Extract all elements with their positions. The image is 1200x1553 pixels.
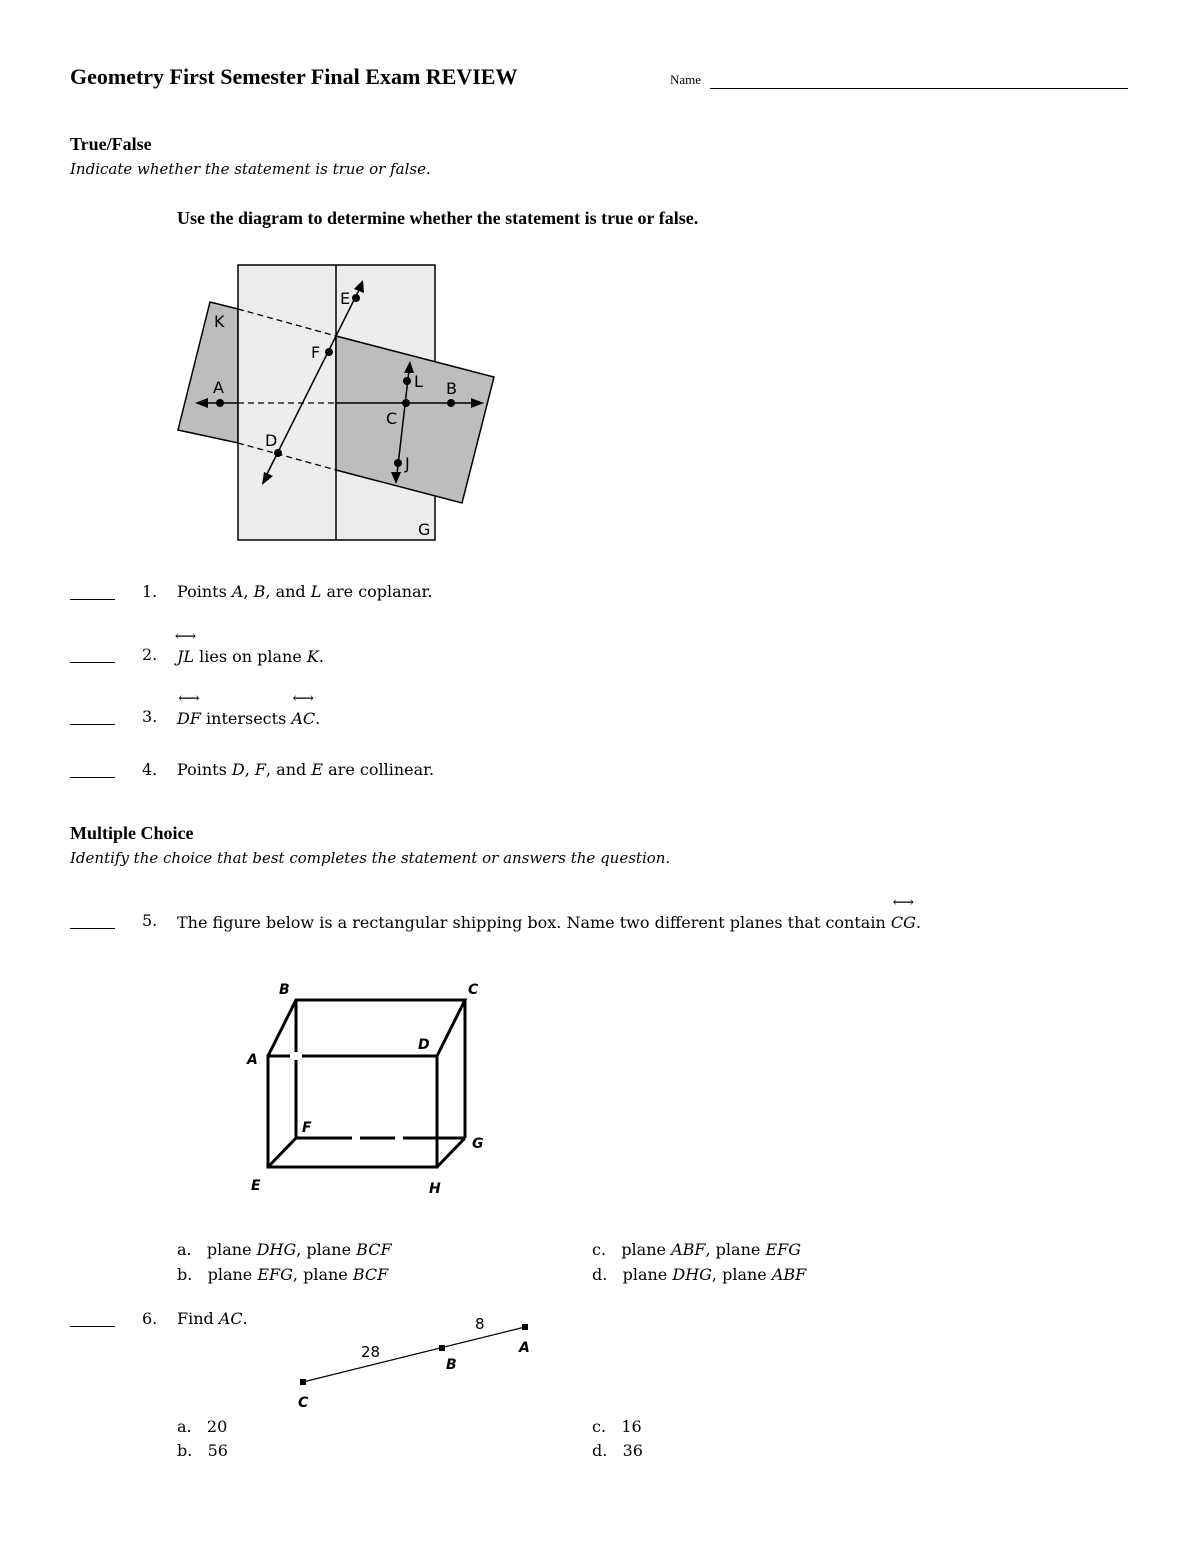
question-3-number: 3. xyxy=(142,707,158,726)
question-1-text: Points A, B, and L are coplanar. xyxy=(177,582,433,601)
question-3-text: ⟷ DF intersects ⟷ AC. xyxy=(177,707,320,728)
answer-blank-4[interactable] xyxy=(70,777,115,778)
label-e: E xyxy=(340,289,351,308)
q6-choice-b[interactable]: b. 56 xyxy=(177,1441,228,1460)
q5-choice-a[interactable]: a. plane DHG, plane BCF xyxy=(177,1240,392,1259)
segment-label-c: C xyxy=(298,1395,309,1410)
line-df: ⟷ DF xyxy=(177,707,201,728)
q6-choice-d[interactable]: d. 36 xyxy=(592,1441,643,1460)
multiple-choice-instruction: Identify the choice that best completes the statement or answers the question. xyxy=(70,849,671,867)
question-2-number: 2. xyxy=(142,645,158,664)
point-c xyxy=(402,399,410,407)
segment-label-a: A xyxy=(519,1340,530,1356)
point-f xyxy=(325,348,333,356)
question-4-text: Points D, F, and E are collinear. xyxy=(177,760,435,779)
answer-blank-1[interactable] xyxy=(70,599,115,600)
label-a: A xyxy=(213,378,224,397)
box-label-d: D xyxy=(418,1037,430,1053)
label-d: D xyxy=(265,431,278,450)
box-label-e: E xyxy=(251,1178,261,1194)
true-false-instruction: Indicate whether the statement is true or false. xyxy=(70,160,431,178)
q6-choice-a[interactable]: a. 20 xyxy=(177,1417,228,1436)
plane-k-left xyxy=(178,302,238,443)
line-jl: ⟷ JL xyxy=(177,645,194,666)
name-field-line[interactable] xyxy=(710,88,1128,89)
point-j xyxy=(394,459,402,467)
line-ac: ⟷ AC xyxy=(291,707,315,728)
line-cg: ⟷ CG xyxy=(891,911,916,932)
question-2-text: ⟷ JL lies on plane K. xyxy=(177,645,324,666)
box-label-c: C xyxy=(468,982,479,998)
question-6-number: 6. xyxy=(142,1309,158,1328)
box-label-a: A xyxy=(247,1052,258,1068)
label-c: C xyxy=(386,409,398,428)
segment-length-cb: 28 xyxy=(361,1343,381,1361)
answer-blank-6[interactable] xyxy=(70,1326,115,1327)
box-label-f: F xyxy=(302,1120,312,1136)
multiple-choice-heading: Multiple Choice xyxy=(70,823,194,843)
diagram-instruction: Use the diagram to determine whether the statement is true or false. xyxy=(177,208,699,228)
label-l: L xyxy=(414,372,423,391)
point-d xyxy=(274,449,282,457)
segment-length-ba: 8 xyxy=(475,1315,485,1333)
segment-point-a xyxy=(522,1324,528,1330)
question-6-text: Find AC. xyxy=(177,1309,248,1328)
name-label: Name xyxy=(670,72,702,87)
segment-point-c xyxy=(300,1379,306,1385)
answer-blank-3[interactable] xyxy=(70,724,115,725)
page-title: Geometry First Semester Final Exam REVIEW xyxy=(70,64,518,89)
q5-choice-b[interactable]: b. plane EFG, plane BCF xyxy=(177,1265,389,1284)
true-false-heading: True/False xyxy=(70,134,152,154)
q6-choice-c[interactable]: c. 16 xyxy=(592,1417,642,1436)
answer-blank-2[interactable] xyxy=(70,662,115,663)
point-l xyxy=(403,377,411,385)
point-a xyxy=(216,399,224,407)
q5-choice-d[interactable]: d. plane DHG, plane ABF xyxy=(592,1265,807,1284)
label-k: K xyxy=(214,312,225,331)
question-5-text: The figure below is a rectangular shipping box. Name two different planes that contain ⟷ CG. xyxy=(177,911,921,932)
segment-diagram xyxy=(290,1310,540,1410)
answer-blank-5[interactable] xyxy=(70,928,115,929)
question-4-number: 4. xyxy=(142,760,158,779)
box-label-b: B xyxy=(279,982,290,998)
point-b xyxy=(447,399,455,407)
label-g: G xyxy=(418,520,431,539)
segment-label-b: B xyxy=(446,1357,457,1373)
segment-point-b xyxy=(439,1345,445,1351)
q5-choice-c[interactable]: c. plane ABF, plane EFG xyxy=(592,1240,801,1259)
planes-diagram xyxy=(170,258,510,548)
box-diagram xyxy=(240,978,500,1198)
box-label-h: H xyxy=(429,1181,441,1197)
label-b: B xyxy=(446,379,457,398)
label-f: F xyxy=(311,343,321,362)
question-1-number: 1. xyxy=(142,582,158,601)
label-j: J xyxy=(405,454,410,473)
point-e xyxy=(352,294,360,302)
box-label-g: G xyxy=(472,1136,484,1152)
question-5-number: 5. xyxy=(142,911,158,930)
